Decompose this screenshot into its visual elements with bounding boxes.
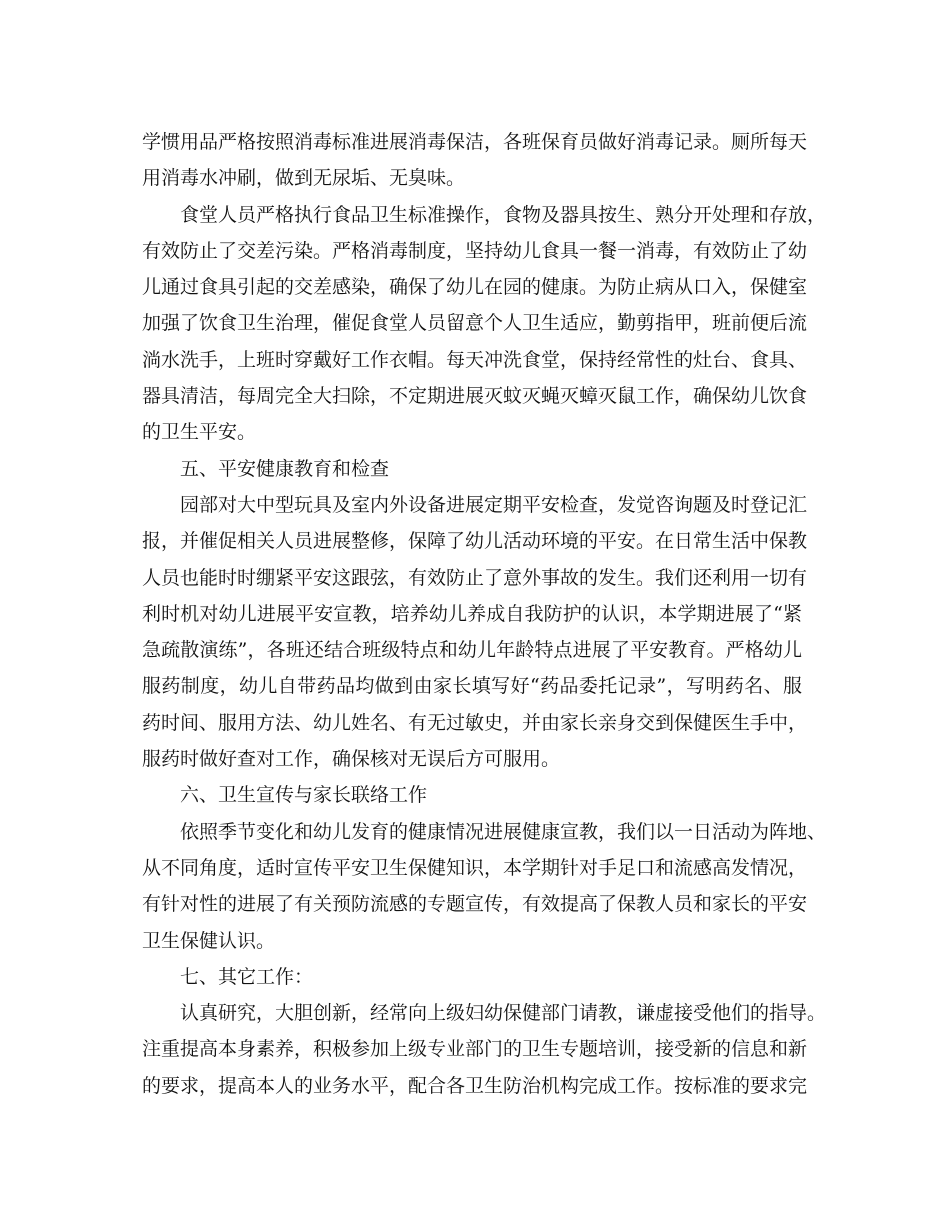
paragraph-line: 服药制度，幼儿自带药品均做到由家长填写好“药品委托记录”，写明药名、服	[142, 675, 802, 698]
document-body	[142, 124, 827, 1104]
paragraph-line: 利时机对幼儿进展平安宣教，培养幼儿养成自我防护的认识，本学期进展了“紧	[142, 602, 802, 625]
paragraph-line: 食堂人员严格执行食品卫生标准操作，食物及器具按生、熟分开处理和存放，	[180, 203, 827, 226]
paragraph-line: 急疏散演练”，各班还结合班级特点和幼儿年龄特点进展了平安教育。严格幼儿	[142, 639, 802, 662]
paragraph-line: 园部对大中型玩具及室内外设备进展定期平安检查，发觉咨询题及时登记汇	[180, 493, 808, 516]
paragraph-line: 学惯用品严格按照消毒标准进展消毒保洁，各班保育员做好消毒记录。厕所每天	[142, 131, 808, 153]
paragraph-line: 认真研究，大胆创新，经常向上级妇幼保健部门请教，谦虚接受他们的指导。	[180, 1002, 827, 1025]
paragraph-line: 从不同角度，适时宣传平安卫生保健知识，本学期针对手足口和流感高发情况，	[142, 856, 808, 879]
paragraph-line: 注重提高本身素养，积极参加上级专业部门的卫生专题培训，接受新的信息和新	[142, 1038, 808, 1061]
paragraph-line: 药时间、服用方法、幼儿姓名、有无过敏史，并由家长亲身交到保健医生手中，	[142, 711, 808, 734]
paragraph-line: 器具清洁，每周完全大扫除，不定期进展灭蚊灭蝇灭蟑灭鼠工作，确保幼儿饮食	[142, 385, 808, 408]
paragraph-line: 的卫生平安。	[142, 421, 257, 444]
paragraph-line: 人员也能时时绷紧平安这跟弦，有效防止了意外事故的发生。我们还利用一切有	[142, 566, 808, 589]
paragraph-line: 淌水洗手，上班时穿戴好工作衣帽。每天冲洗食堂，保持经常性的灶台、食具、	[142, 348, 808, 371]
paragraph-line: 卫生保健认识。	[142, 929, 276, 952]
section-heading: 六、卫生宣传与家长联络工作	[180, 784, 428, 807]
section-heading: 五、平安健康教育和检查	[180, 457, 390, 480]
paragraph-line: 服药时做好查对工作，确保核对无误后方可服用。	[142, 748, 561, 771]
paragraph-line: 有效防止了交差污染。严格消毒制度，坚持幼儿食具一餐一消毒，有效防止了幼	[142, 239, 808, 262]
paragraph-line: 加强了饮食卫生治理，催促食堂人员留意个人卫生适应，勤剪指甲，班前便后流	[142, 312, 808, 335]
section-heading: 七、其它工作：	[180, 965, 314, 988]
paragraph-line: 依照季节变化和幼儿发育的健康情况进展健康宣教，我们以一日活动为阵地、	[180, 820, 827, 843]
paragraph-line: 有针对性的进展了有关预防流感的专题宣传，有效提高了保教人员和家长的平安	[142, 893, 808, 916]
paragraph-line: 报，并催促相关人员进展整修，保障了幼儿活动环境的平安。在日常生活中保教	[142, 530, 808, 553]
paragraph-line: 的要求，提高本人的业务水平，配合各卫生防治机构完成工作。按标准的要求完	[142, 1074, 808, 1097]
paragraph-line: 用消毒水冲刷，做到无尿垢、无臭味。	[142, 167, 466, 190]
paragraph-line: 儿通过食具引起的交差感染，确保了幼儿在园的健康。为防止病从口入，保健室	[142, 276, 808, 299]
